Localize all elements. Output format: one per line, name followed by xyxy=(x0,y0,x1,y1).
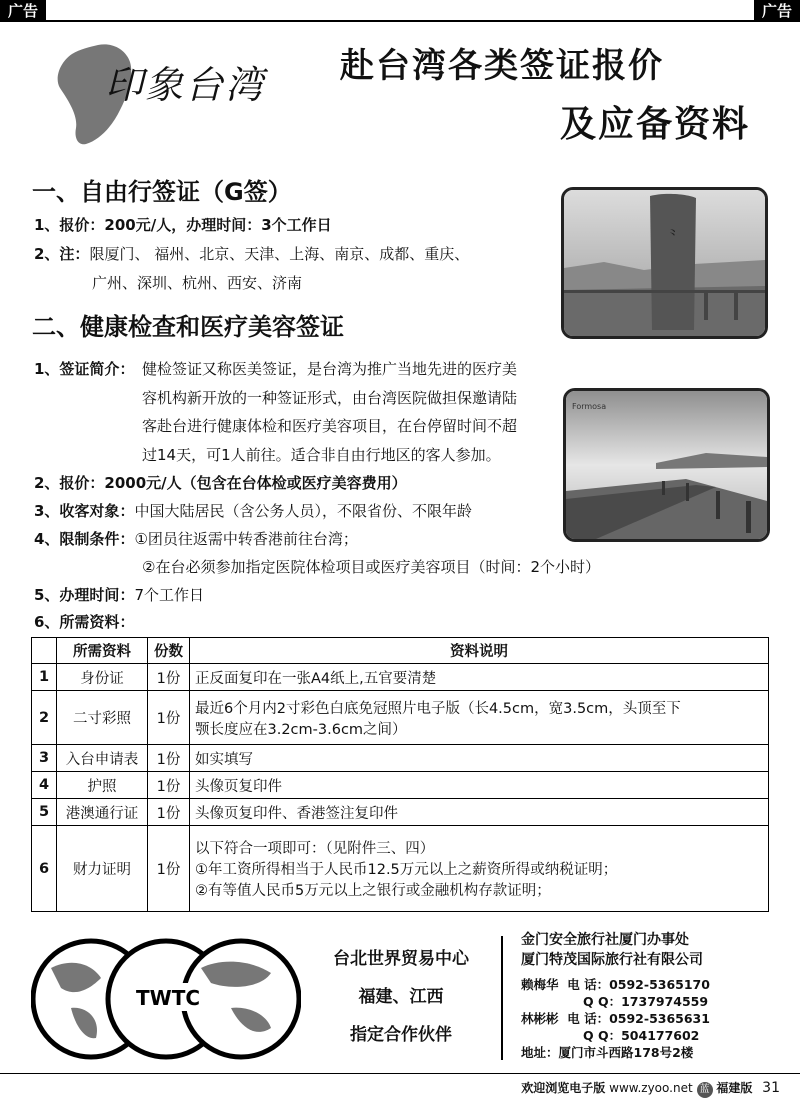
table-row xyxy=(32,664,769,691)
section2-heading: 二、健康检查和医疗美容签证 xyxy=(32,313,344,341)
title-line-1: 赴台湾各类签证报价 xyxy=(340,46,664,86)
contact-2-qq: Q Q：504177602 xyxy=(583,1028,700,1043)
row-qty: 1份 xyxy=(148,826,190,912)
table-header-num xyxy=(32,638,57,664)
row-name: 港澳通行证 xyxy=(57,799,148,826)
section2-intro-line-3: 客赴台进行健康体检和医疗美容项目，在台停留时间不超 xyxy=(142,417,518,435)
logo-text: 印象台湾 xyxy=(105,63,266,107)
contact-1-phone: 电 话：0592-5365170 xyxy=(567,977,710,992)
row-qty: 1份 xyxy=(148,691,190,745)
page-number: 31 xyxy=(762,1080,780,1096)
company-name-2: 厦门特茂国际旅行社有限公司 xyxy=(521,952,703,968)
section2-docs-label: 6、所需资料： xyxy=(34,613,135,631)
row-desc-line: ②有等值人民币5万元以上之银行或金融机构存款证明； xyxy=(195,883,551,899)
footer-site-link[interactable]: www.zyoo.net xyxy=(609,1081,693,1095)
row-num: 2 xyxy=(32,691,57,745)
row-num: 6 xyxy=(32,826,57,912)
contact-2-phone: 电 话：0592-5365631 xyxy=(567,1011,710,1026)
row-qty: 1份 xyxy=(148,799,190,826)
row-desc-line: ①年工资所得相当于人民币12.5万元以上之薪资所得或纳税证明； xyxy=(195,862,618,878)
row-num: 3 xyxy=(32,745,57,772)
section2-intro-label: 1、签证简介： xyxy=(34,360,135,378)
section2-time-text: 7个工作日 xyxy=(134,586,204,604)
top-rule xyxy=(0,20,800,22)
table-row xyxy=(32,799,769,826)
row-num: 4 xyxy=(32,772,57,799)
row-desc xyxy=(190,691,769,745)
row-qty: 1份 xyxy=(148,772,190,799)
stone-monument-photo xyxy=(561,187,768,339)
section1-item2-cont: 广州、深圳、杭州、西安、济南 xyxy=(92,274,303,292)
contact-2-name: 林彬彬 xyxy=(521,1011,559,1026)
row-num: 5 xyxy=(32,799,57,826)
twtc-globe-logo xyxy=(31,928,301,1070)
section2-intro-line-4: 过14天，可1人前往。适合非自由行地区的客人参加。 xyxy=(142,446,501,464)
row-desc: 头像页复印件、香港签注复印件 xyxy=(190,799,769,826)
section1-item2-label: 2、注： xyxy=(34,245,90,263)
section2-limit-2: ②在台必须参加指定医院体检项目或医疗美容项目（时间：2个小时） xyxy=(142,558,600,576)
page-footer xyxy=(521,1079,780,1098)
contact-1-name: 赖梅华 xyxy=(521,977,559,992)
section1-item2 xyxy=(34,243,469,264)
table-header-row xyxy=(32,638,769,664)
table-row xyxy=(32,691,769,745)
edition-badge-icon: 蓝 xyxy=(697,1082,713,1098)
row-name: 财力证明 xyxy=(57,826,148,912)
footer-center-line: 福建、江西 xyxy=(358,987,444,1007)
contact-1-qq: Q Q：1737974559 xyxy=(583,994,709,1009)
section2-intro-line-1: 健检签证又称医美签证，是台湾为推广当地先进的医疗美 xyxy=(142,360,518,378)
section1-item2-text: 限厦门、 福州、北京、天津、上海、南京、成都、重庆、 xyxy=(89,245,470,263)
row-desc: 头像页复印件 xyxy=(190,772,769,799)
svg-text:⺀: ⺀ xyxy=(666,228,680,244)
footer-center-line: 指定合作伙伴 xyxy=(350,1025,452,1045)
row-desc-line: 最近6个月内2寸彩色白底免冠照片电子版（长4.5cm，宽3.5cm，头顶至下 xyxy=(195,700,681,717)
footer-center-line: 台北世界贸易中心 xyxy=(333,949,469,969)
section2-price: 2、报价：2000元/人（包含在台体检或医疗美容费用） xyxy=(34,474,407,492)
lake-pier-photo xyxy=(563,388,770,542)
table-header-desc: 资料说明 xyxy=(190,638,769,664)
table-row xyxy=(32,826,769,912)
section2-time-label: 5、办理时间： xyxy=(34,586,135,604)
row-desc xyxy=(190,826,769,912)
section2-limit xyxy=(34,528,358,549)
address: 地址：厦门市斗西路178号2楼 xyxy=(521,1045,694,1060)
section2-time xyxy=(34,584,204,605)
section1-heading: 一、自由行签证（G签） xyxy=(32,178,292,206)
section2-target-label: 3、收客对象： xyxy=(34,502,135,520)
row-desc-line: 以下符合一项即可：（见附件三、四） xyxy=(195,841,435,857)
contact-1 xyxy=(521,976,710,993)
row-name: 护照 xyxy=(57,772,148,799)
contact-2 xyxy=(521,1010,710,1027)
row-name: 二寸彩照 xyxy=(57,691,148,745)
title-line-2: 及应备资料 xyxy=(560,104,751,145)
footer-center-text xyxy=(311,940,491,1054)
row-qty: 1份 xyxy=(148,664,190,691)
section2-intro-line-2: 容机构新开放的一种签证形式，由台湾医院做担保邀请陆 xyxy=(142,389,518,407)
section2-target-text: 中国大陆居民（含公务人员），不限省份、不限年龄 xyxy=(134,502,472,520)
footer-divider xyxy=(501,936,503,1060)
row-name: 入台申请表 xyxy=(57,745,148,772)
table-header-name: 所需资料 xyxy=(57,638,148,664)
section2-limit-1: ①团员往返需中转香港前往台湾； xyxy=(134,530,358,548)
requirements-table xyxy=(31,637,769,912)
section2-limit-label: 4、限制条件： xyxy=(34,530,135,548)
footer-ad xyxy=(31,928,769,1070)
footer-contact xyxy=(521,930,710,1061)
photo2-caption: Formosa xyxy=(572,402,607,411)
section2-target xyxy=(34,500,472,521)
table-row xyxy=(32,745,769,772)
row-qty: 1份 xyxy=(148,745,190,772)
table-row xyxy=(32,772,769,799)
bottom-rule xyxy=(0,1073,800,1074)
ad-label-left: 广告 xyxy=(0,0,46,22)
row-num: 1 xyxy=(32,664,57,691)
company-name-1: 金门安全旅行社厦门办事处 xyxy=(521,932,689,948)
contact-block xyxy=(521,976,710,1061)
section1-item1: 1、报价：200元/人，办理时间：3个工作日 xyxy=(34,216,332,234)
ad-label-right: 广告 xyxy=(754,0,800,22)
row-desc-line: 颚长度应在3.2cm-3.6cm之间） xyxy=(195,721,407,738)
row-name: 身份证 xyxy=(57,664,148,691)
footer-edition: 福建版 xyxy=(716,1081,753,1095)
row-desc: 正反面复印在一张A4纸上,五官要清楚 xyxy=(190,664,769,691)
footer-welcome: 欢迎浏览电子版 xyxy=(521,1081,606,1095)
table-header-qty: 份数 xyxy=(148,638,190,664)
twtc-logo-text: TWTC xyxy=(135,986,201,1010)
row-desc: 如实填写 xyxy=(190,745,769,772)
